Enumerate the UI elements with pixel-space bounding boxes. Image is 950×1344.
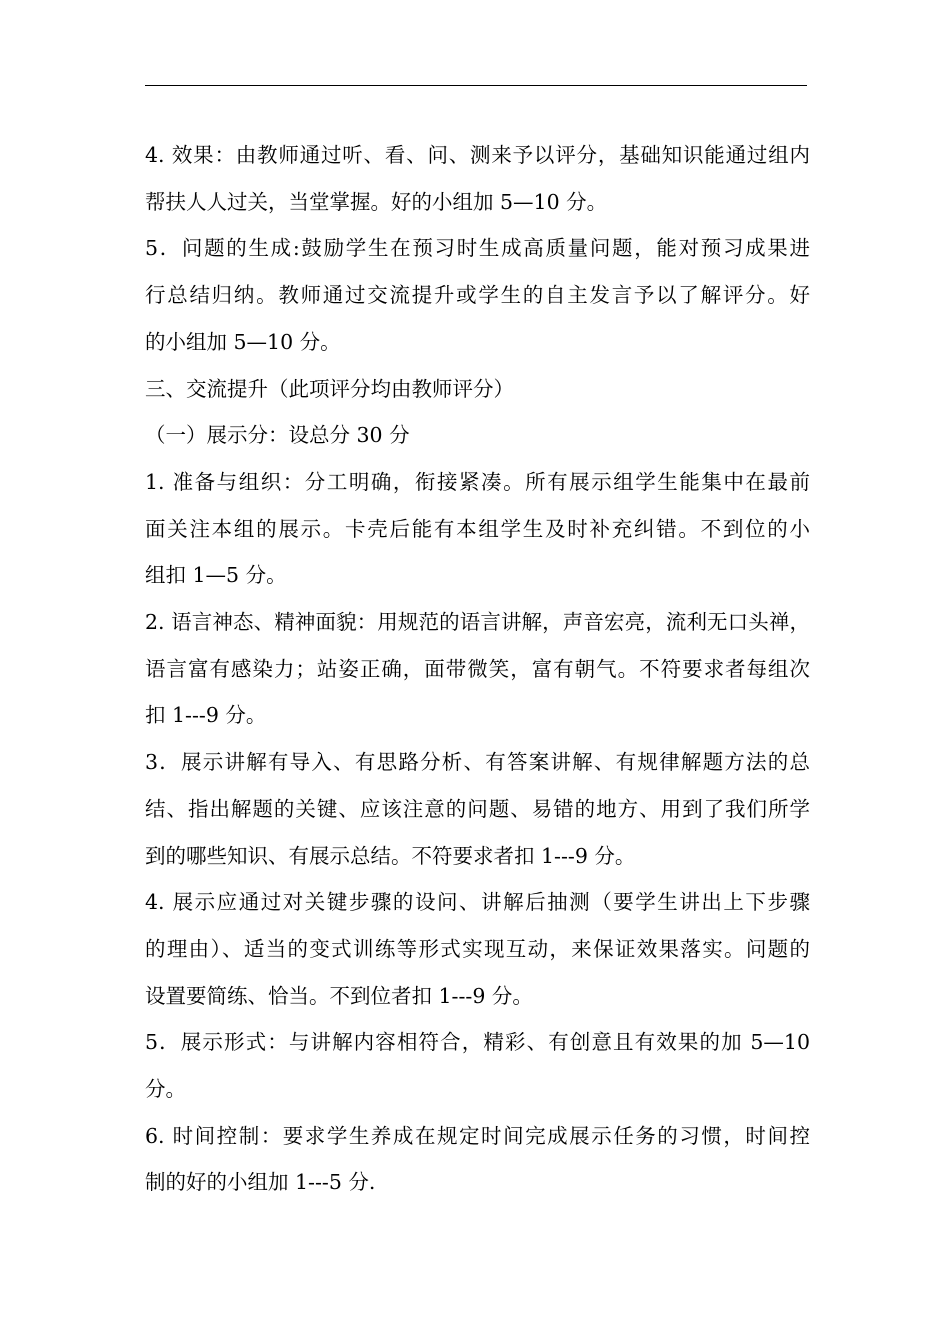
text-line: 扣 1---9 分。 xyxy=(145,703,267,728)
text-line: 4. 效果：由教师通过听、看、问、测来予以评分，基础知识能通过组内 xyxy=(145,143,810,167)
text-line: 6. 时间控制：要求学生养成在规定时间完成展示任务的习惯，时间控 xyxy=(145,1123,810,1148)
text-line: 3．展示讲解有导入、有思路分析、有答案讲解、有规律解题方法的总 xyxy=(145,750,810,775)
text-line: 到的哪些知识、有展示总结。不符要求者扣 1---9 分。 xyxy=(145,843,636,868)
paragraph-explanation xyxy=(145,739,810,879)
paragraph-language-demeanor xyxy=(145,599,810,739)
text-line: 制的好的小组加 1---5 分. xyxy=(145,1170,376,1195)
paragraph-time-control xyxy=(145,1113,810,1206)
text-line: 语言富有感染力；站姿正确，面带微笑，富有朝气。不符要求者每组次 xyxy=(145,656,810,681)
document-body xyxy=(145,132,810,1206)
text-line: 分。 xyxy=(145,1077,186,1102)
text-line: 帮扶人人过关，当堂掌握。好的小组加 5—10 分。 xyxy=(145,189,608,214)
text-line: 三、交流提升（此项评分均由教师评分） xyxy=(145,376,514,401)
text-line: 4. 展示应通过对关键步骤的设问、讲解后抽测（要学生讲出上下步骤 xyxy=(145,890,810,915)
text-line: 结、指出解题的关键、应该注意的问题、易错的地方、用到了我们所学 xyxy=(145,796,810,821)
text-line: 2. 语言神态、精神面貌：用规范的语言讲解，声音宏亮，流利无口头禅， xyxy=(145,610,810,635)
text-line: 5．问题的生成:鼓励学生在预习时生成高质量问题，能对预习成果进 xyxy=(145,236,810,261)
text-line: 1. 准备与组织：分工明确，衔接紧凑。所有展示组学生能集中在最前 xyxy=(145,469,810,494)
text-line: 的理由）、适当的变式训练等形式实现互动，来保证效果落实。问题的 xyxy=(145,936,810,961)
paragraph-presentation-form xyxy=(145,1019,810,1112)
header-rule xyxy=(145,85,807,86)
paragraph-interaction xyxy=(145,879,810,1019)
paragraph-question-generation xyxy=(145,225,810,365)
text-line: 的小组加 5—10 分。 xyxy=(145,329,341,354)
text-line: 组扣 1—5 分。 xyxy=(145,563,287,588)
paragraph-effect xyxy=(145,132,810,225)
subsection-heading-presentation-score xyxy=(145,412,810,459)
text-line: 行总结归纳。教师通过交流提升或学生的自主发言予以了解评分。好 xyxy=(145,283,810,308)
text-line: 面关注本组的展示。卡壳后能有本组学生及时补充纠错。不到位的小 xyxy=(145,516,810,541)
paragraph-preparation xyxy=(145,459,810,599)
text-line: 5．展示形式：与讲解内容相符合，精彩、有创意且有效果的加 5—10 xyxy=(145,1030,810,1055)
text-line: 设置要简练、恰当。不到位者扣 1---9 分。 xyxy=(145,983,533,1008)
text-line: （一）展示分：设总分 30 分 xyxy=(145,423,410,448)
section-heading-exchange xyxy=(145,366,810,413)
